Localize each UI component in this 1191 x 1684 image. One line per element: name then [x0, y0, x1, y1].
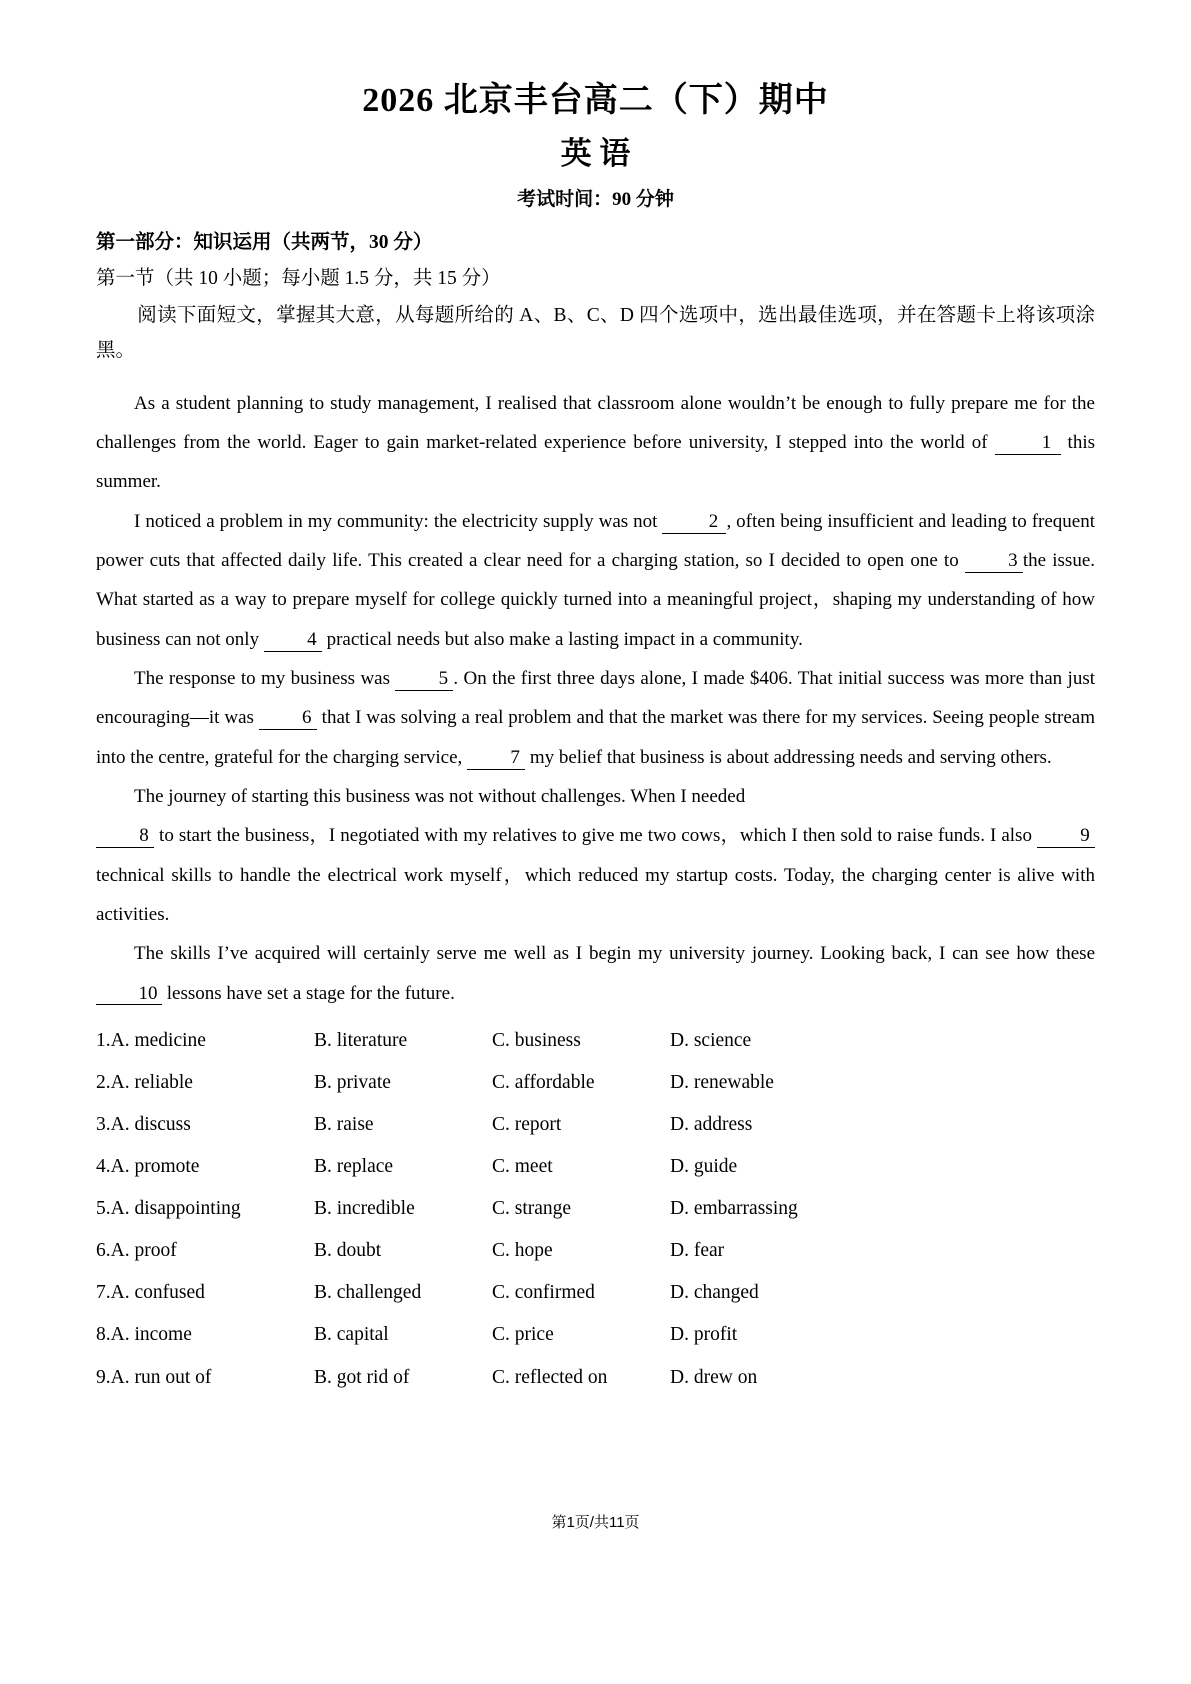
p2-text-c: the issue. What started as a way to prepare myself for college quickly turned into a meaningful project，shaping my understanding of how business can not only	[96, 549, 1095, 650]
option-c[interactable]: C. strange	[492, 1198, 572, 1220]
option-row	[96, 1067, 1095, 1099]
option-b[interactable]: B. incredible	[314, 1198, 415, 1220]
p2-text-b: , often being insufficient and leading to frequent power cuts that affected daily life. This created a clear need for a charging station, so I decided to open one to	[96, 510, 1095, 571]
answer-options-list	[96, 1025, 1095, 1393]
blank-2[interactable]: 2	[662, 512, 726, 534]
option-row	[96, 1109, 1095, 1141]
option-b[interactable]: B. literature	[314, 1029, 408, 1051]
p4-text-b: to start the business，I negotiated with my relatives to give me two cows，which I then sold to raise funds. I also	[154, 825, 1037, 847]
option-b[interactable]: B. challenged	[314, 1282, 422, 1304]
section-heading: 第一节（共 10 小题；每小题 1.5 分，共 15 分）	[96, 268, 501, 290]
option-row	[96, 1235, 1095, 1267]
p3-text-a: The response to my business was	[134, 667, 396, 689]
p1-text-a: As a student planning to study management, I realised that classroom alone wouldn’t be enough to fully prepare me for the challenges from the world. Eager to gain market-related experience before university, I stepped into the world of	[96, 392, 1095, 453]
option-d[interactable]: D. profit	[670, 1324, 738, 1346]
option-row	[96, 1277, 1095, 1309]
p3-text-d: my belief that business is about addressing needs and serving others.	[525, 746, 1052, 768]
option-d[interactable]: D. renewable	[670, 1071, 774, 1093]
option-row	[96, 1319, 1095, 1351]
passage-paragraph-3	[96, 659, 1095, 777]
option-d[interactable]: D. address	[670, 1114, 753, 1136]
option-a[interactable]: 4.A. promote	[96, 1156, 200, 1178]
blank-3[interactable]: 3	[965, 551, 1023, 573]
blank-8[interactable]: 8	[96, 826, 154, 848]
page-title: 2026 北京丰台高二（下）期中	[362, 82, 829, 119]
option-c[interactable]: C. price	[492, 1324, 554, 1346]
p3-text-b: . On the first three days alone, I made $406. That initial success was more than just encouraging—it was	[96, 667, 1095, 729]
option-a[interactable]: 5.A. disappointing	[96, 1198, 241, 1220]
p5-text-a: The skills I’ve acquired will certainly serve me well as I begin my university journey. Looking back, I can see how these	[134, 943, 1095, 965]
blank-5[interactable]: 5	[395, 669, 453, 691]
subject-title: 英 语	[560, 135, 631, 171]
option-row	[96, 1362, 1095, 1394]
option-d[interactable]: D. fear	[670, 1240, 725, 1262]
option-b[interactable]: B. doubt	[314, 1240, 382, 1262]
option-c[interactable]: C. hope	[492, 1240, 553, 1262]
blank-6[interactable]: 6	[259, 708, 317, 730]
page-number: 第1页/共11页	[551, 1514, 640, 1531]
blank-10[interactable]: 10	[96, 984, 162, 1006]
option-a[interactable]: 1.A. medicine	[96, 1029, 206, 1051]
option-d[interactable]: D. guide	[670, 1156, 738, 1178]
option-c[interactable]: C. meet	[492, 1156, 553, 1178]
p3-text-c: that I was solving a real problem and that the market was there for my services. Seeing people stream into the centre, grateful for the charging service,	[96, 707, 1096, 768]
p4-text-c: technical skills to handle the electrical work myself，which reduced my startup costs. Today, the charging center is alive with activities.	[96, 864, 1095, 925]
option-c[interactable]: C. reflected on	[492, 1366, 608, 1388]
option-b[interactable]: B. replace	[314, 1156, 394, 1178]
option-a[interactable]: 9.A. run out of	[96, 1366, 212, 1388]
p4-text-a: The journey of starting this business was not without challenges. When I needed	[134, 785, 746, 807]
blank-4[interactable]: 4	[264, 630, 322, 652]
option-c[interactable]: C. business	[492, 1029, 581, 1051]
cloze-passage	[96, 384, 1095, 1013]
p1-text-b: this summer.	[96, 431, 1095, 493]
option-a[interactable]: 3.A. discuss	[96, 1114, 191, 1136]
passage-paragraph-4	[96, 777, 1095, 934]
option-a[interactable]: 7.A. confused	[96, 1282, 205, 1304]
p2-text-d: practical needs but also make a lasting impact in a community.	[321, 628, 803, 650]
blank-7[interactable]: 7	[467, 748, 525, 770]
option-c[interactable]: C. report	[492, 1114, 562, 1136]
option-c[interactable]: C. affordable	[492, 1071, 595, 1093]
option-b[interactable]: B. raise	[314, 1114, 374, 1136]
option-d[interactable]: D. embarrassing	[670, 1198, 798, 1220]
option-c[interactable]: C. confirmed	[492, 1282, 595, 1304]
option-a[interactable]: 6.A. proof	[96, 1240, 177, 1262]
option-row	[96, 1193, 1095, 1225]
option-a[interactable]: 2.A. reliable	[96, 1071, 193, 1093]
option-a[interactable]: 8.A. income	[96, 1324, 192, 1346]
option-d[interactable]: D. drew on	[670, 1366, 758, 1388]
blank-9[interactable]: 9	[1037, 826, 1095, 848]
passage-paragraph-1	[96, 384, 1095, 502]
option-d[interactable]: D. science	[670, 1029, 752, 1051]
option-b[interactable]: B. got rid of	[314, 1366, 410, 1388]
option-row	[96, 1151, 1095, 1183]
directions-text: 阅读下面短文，掌握其大意，从每题所给的 A、B、C、D 四个选项中，选出最佳选项，并在答题卡上将该项涂黑。	[96, 305, 1095, 361]
blank-1[interactable]: 1	[995, 433, 1061, 455]
part-heading: 第一部分：知识运用（共两节，30 分）	[96, 231, 433, 253]
directions	[96, 299, 1095, 367]
passage-paragraph-2	[96, 502, 1095, 659]
page-footer	[0, 1511, 1191, 1532]
p5-text-b: lessons have set a stage for the future.	[162, 982, 455, 1004]
p2-text-a: I noticed a problem in my community: the electricity supply was not	[134, 510, 663, 532]
option-b[interactable]: B. capital	[314, 1324, 389, 1346]
passage-paragraph-5	[96, 934, 1095, 1013]
exam-duration: 考试时间：90 分钟	[517, 189, 674, 211]
option-d[interactable]: D. changed	[670, 1282, 759, 1304]
option-b[interactable]: B. private	[314, 1071, 391, 1093]
option-row	[96, 1025, 1095, 1057]
